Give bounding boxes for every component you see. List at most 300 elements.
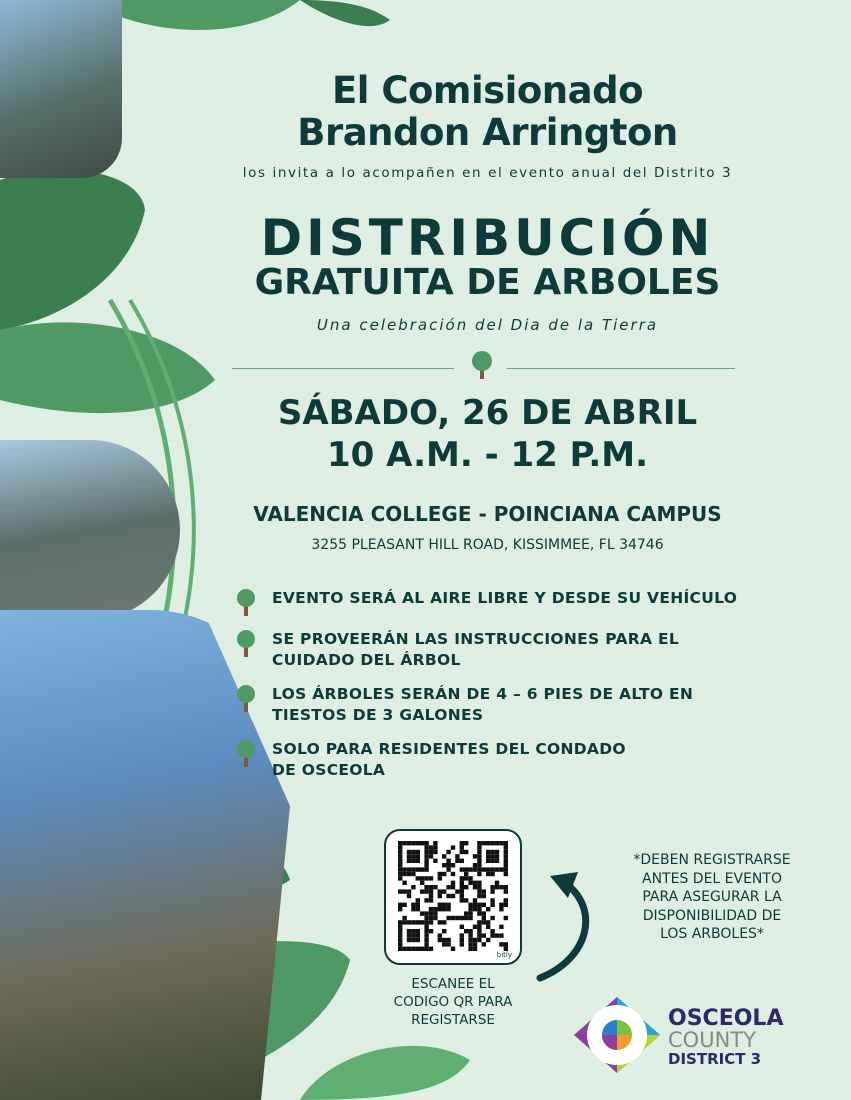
qr-module: [486, 841, 490, 845]
qr-module: [416, 920, 420, 924]
qr-module: [477, 929, 481, 933]
qr-module: [451, 947, 455, 951]
qr-module: [482, 920, 486, 924]
qr-module: [473, 907, 477, 911]
qr-module: [411, 938, 415, 942]
qr-module: [468, 933, 472, 937]
qr-module: [504, 885, 508, 889]
qr-module: [460, 885, 464, 889]
qr-module: [429, 916, 433, 920]
qr-module: [398, 929, 402, 933]
qr-module: [477, 885, 481, 889]
qr-module: [504, 898, 508, 902]
qr-module: [455, 889, 459, 893]
qr-module: [433, 845, 437, 849]
qr-module: [468, 947, 472, 951]
qr-module: [468, 881, 472, 885]
qr-module: [416, 929, 420, 933]
qr-module: [446, 916, 450, 920]
tree-icon: [232, 629, 260, 657]
qr-module: [438, 933, 442, 937]
qr-module: [499, 903, 503, 907]
qr-module: [477, 854, 481, 858]
qr-module: [398, 942, 402, 946]
tree-icon: [468, 350, 496, 380]
qr-module: [460, 881, 464, 885]
divider-right: [507, 368, 735, 369]
qr-module: [416, 947, 420, 951]
qr-module: [429, 929, 433, 933]
qr-module: [424, 845, 428, 849]
qr-module: [411, 841, 415, 845]
qr-module: [398, 920, 402, 924]
qr-module: [499, 925, 503, 929]
qr-module: [411, 907, 415, 911]
qr-module: [477, 894, 481, 898]
qr-module: [473, 925, 477, 929]
qr-module: [504, 903, 508, 907]
qr-module: [473, 898, 477, 902]
qr-module: [407, 867, 411, 871]
qr-module: [482, 841, 486, 845]
qr-module: [407, 933, 411, 937]
qr-module: [398, 947, 402, 951]
qr-module: [460, 889, 464, 893]
qr-module: [504, 845, 508, 849]
osceola-logo-text: OSCEOLA COUNTY DISTRICT 3: [668, 1006, 784, 1068]
qr-module: [416, 938, 420, 942]
qr-module: [451, 863, 455, 867]
osceola-logo-icon: [572, 995, 662, 1075]
qr-caption: ESCANEE EL CODIGO QR PARA REGISTARSE: [393, 976, 513, 1028]
qr-module: [402, 881, 406, 885]
qr-module: [429, 894, 433, 898]
qr-module: [460, 845, 464, 849]
qr-module: [438, 903, 442, 907]
divider-left: [232, 368, 454, 369]
qr-module: [411, 947, 415, 951]
qr-module: [451, 881, 455, 885]
qr-module: [455, 859, 459, 863]
qr-module: [420, 867, 424, 871]
qr-module: [499, 942, 503, 946]
qr-module: [499, 907, 503, 911]
qr-module: [495, 867, 499, 871]
qr-module: [438, 889, 442, 893]
qr-module: [429, 911, 433, 915]
qr-module: [464, 850, 468, 854]
qr-module: [433, 885, 437, 889]
qr-module: [473, 947, 477, 951]
qr-module: [468, 916, 472, 920]
qr-module: [420, 911, 424, 915]
qr-module: [398, 903, 402, 907]
invite-text: los invita a lo acompañen en el evento anual del Distrito 3: [242, 165, 733, 181]
qr-module: [486, 872, 490, 876]
qr-module: [455, 854, 459, 858]
qr-module: [490, 889, 494, 893]
qr-module: [468, 942, 472, 946]
qr-module: [477, 863, 481, 867]
qr-module: [504, 867, 508, 871]
qr-module: [429, 889, 433, 893]
qr-module: [398, 845, 402, 849]
qr-module: [486, 938, 490, 942]
event-title-line2: GRATUITA DE ARBOLES: [254, 262, 721, 303]
qr-module: [424, 947, 428, 951]
qr-module: [460, 942, 464, 946]
qr-module: [477, 859, 481, 863]
qr-module: [460, 841, 464, 845]
qr-module: [398, 850, 402, 854]
qr-module: [495, 885, 499, 889]
qr-module: [495, 881, 499, 885]
qr-module: [438, 876, 442, 880]
qr-module: [424, 938, 428, 942]
qr-module: [398, 872, 402, 876]
qr-module: [411, 867, 415, 871]
qr-module: [504, 916, 508, 920]
qr-module: [442, 907, 446, 911]
qr-module: [402, 872, 406, 876]
qr-module: [402, 947, 406, 951]
qr-module: [442, 872, 446, 876]
qr-module: [438, 872, 442, 876]
qr-module: [438, 938, 442, 942]
qr-module: [473, 867, 477, 871]
qr-module: [402, 920, 406, 924]
qr-module: [490, 841, 494, 845]
qr-module: [473, 942, 477, 946]
event-datetime: SÁBADO, 26 DE ABRIL 10 A.M. - 12 P.M.: [277, 393, 698, 475]
qr-module: [504, 942, 508, 946]
qr-module: [411, 920, 415, 924]
qr-module: [464, 867, 468, 871]
qr-module: [420, 876, 424, 880]
qr-module: [420, 920, 424, 924]
qr-module: [429, 845, 433, 849]
qr-module: [442, 942, 446, 946]
qr-module: [416, 867, 420, 871]
qr-module: [411, 850, 415, 854]
qr-module: [460, 867, 464, 871]
qr-module: [468, 929, 472, 933]
qr-module: [411, 933, 415, 937]
qr-module: [477, 938, 481, 942]
list-item: SE PROVEERÁN LAS INSTRUCCIONES PARA EL CUIDADO DEL ÁRBOL: [232, 629, 752, 671]
qr-module: [460, 894, 464, 898]
qr-module: [473, 854, 477, 858]
qr-module: [504, 850, 508, 854]
photo-commissioner-car: [0, 0, 122, 178]
qr-module: [451, 885, 455, 889]
qr-module: [416, 907, 420, 911]
qr-module: [420, 881, 424, 885]
qr-module: [482, 933, 486, 937]
qr-module: [468, 903, 472, 907]
qr-module: [424, 885, 428, 889]
qr-module: [429, 850, 433, 854]
qr-module: [504, 872, 508, 876]
qr-module: [398, 854, 402, 858]
qr-module: [477, 867, 481, 871]
qr-module: [398, 907, 402, 911]
qr-module: [398, 859, 402, 863]
qr-module: [416, 850, 420, 854]
qr-module: [429, 947, 433, 951]
qr-module: [429, 898, 433, 902]
qr-module: [490, 916, 494, 920]
qr-module: [464, 898, 468, 902]
qr-module: [490, 854, 494, 858]
qr-module: [486, 907, 490, 911]
qr-module: [486, 920, 490, 924]
qr-module: [451, 872, 455, 876]
qr-module: [482, 942, 486, 946]
qr-module: [424, 925, 428, 929]
qr-module: [424, 942, 428, 946]
qr-module: [446, 867, 450, 871]
qr-module: [407, 947, 411, 951]
qr-module: [490, 929, 494, 933]
qr-module: [446, 894, 450, 898]
qr-module: [477, 881, 481, 885]
qr-module: [446, 850, 450, 854]
qr-module: [473, 863, 477, 867]
qr-module: [473, 881, 477, 885]
qr-module: [416, 854, 420, 858]
qr-module: [442, 920, 446, 924]
qr-module: [402, 889, 406, 893]
tree-icon: [232, 588, 260, 616]
qr-module: [398, 938, 402, 942]
qr-module: [460, 898, 464, 902]
qr-module: [477, 933, 481, 937]
event-address: 3255 PLEASANT HILL ROAD, KISSIMMEE, FL 34746: [311, 537, 664, 553]
qr-module: [495, 859, 499, 863]
registration-note: *DEBEN REGISTRARSE ANTES DEL EVENTO PARA ASEGURAR LA DISPONIBILIDAD DE LOS ARBOLES*: [633, 852, 791, 942]
qr-module: [460, 850, 464, 854]
qr-module: [464, 872, 468, 876]
qr-module: [411, 903, 415, 907]
qr-module: [442, 854, 446, 858]
qr-module: [407, 929, 411, 933]
qr-module: [504, 841, 508, 845]
info-list: [232, 588, 752, 794]
qr-module: [499, 885, 503, 889]
qr-module: [429, 885, 433, 889]
qr-module: [477, 907, 481, 911]
qr-pattern[interactable]: [386, 831, 520, 963]
qr-module: [407, 841, 411, 845]
qr-module: [407, 859, 411, 863]
qr-module: [482, 894, 486, 898]
qr-module: [464, 885, 468, 889]
qr-module: [477, 920, 481, 924]
qr-module: [486, 854, 490, 858]
qr-module: [416, 933, 420, 937]
qr-module: [442, 903, 446, 907]
qr-module: [407, 938, 411, 942]
event-subtitle: Una celebración del Dia de la Tierra: [316, 316, 659, 334]
qr-module: [468, 867, 472, 871]
qr-module: [460, 925, 464, 929]
qr-module: [495, 933, 499, 937]
qr-code[interactable]: [384, 829, 522, 965]
qr-module: [446, 938, 450, 942]
tree-icon: [232, 684, 260, 712]
qr-module: [402, 867, 406, 871]
qr-module: [429, 907, 433, 911]
qr-module: [416, 859, 420, 863]
qr-module: [446, 859, 450, 863]
qr-module: [495, 850, 499, 854]
qr-module: [486, 925, 490, 929]
qr-module: [504, 859, 508, 863]
qr-brand: bitly: [496, 951, 512, 959]
qr-module: [482, 867, 486, 871]
qr-module: [451, 845, 455, 849]
list-item: SOLO PARA RESIDENTES DEL CONDADO DE OSCEOLA: [232, 739, 752, 781]
list-item: LOS ÁRBOLES SERÁN DE 4 – 6 PIES DE ALTO EN TIESTOS DE 3 GALONES: [232, 684, 752, 726]
qr-module: [499, 933, 503, 937]
qr-module: [411, 885, 415, 889]
qr-module: [424, 929, 428, 933]
qr-module: [407, 854, 411, 858]
qr-module: [460, 933, 464, 937]
qr-module: [402, 903, 406, 907]
event-title-line1: DISTRIBUCIÓN: [260, 209, 715, 267]
qr-module: [482, 903, 486, 907]
qr-module: [468, 876, 472, 880]
qr-module: [468, 911, 472, 915]
qr-module: [424, 933, 428, 937]
qr-module: [460, 859, 464, 863]
qr-module: [446, 863, 450, 867]
qr-module: [473, 903, 477, 907]
qr-module: [460, 916, 464, 920]
qr-module: [477, 911, 481, 915]
qr-module: [442, 938, 446, 942]
qr-module: [482, 916, 486, 920]
qr-module: [477, 925, 481, 929]
qr-module: [424, 898, 428, 902]
qr-module: [429, 876, 433, 880]
qr-module: [473, 885, 477, 889]
qr-module: [407, 920, 411, 924]
qr-module: [424, 841, 428, 845]
qr-module: [398, 925, 402, 929]
qr-module: [495, 841, 499, 845]
qr-module: [499, 867, 503, 871]
qr-module: [407, 872, 411, 876]
qr-module: [490, 850, 494, 854]
qr-module: [460, 876, 464, 880]
qr-module: [438, 894, 442, 898]
qr-module: [407, 850, 411, 854]
qr-module: [433, 911, 437, 915]
qr-module: [420, 947, 424, 951]
qr-module: [438, 920, 442, 924]
qr-module: [460, 938, 464, 942]
qr-module: [464, 916, 468, 920]
qr-module: [464, 841, 468, 845]
qr-module: [424, 889, 428, 893]
qr-module: [398, 867, 402, 871]
qr-module: [455, 916, 459, 920]
qr-module: [490, 903, 494, 907]
qr-module: [468, 938, 472, 942]
arrow-icon: [530, 868, 600, 988]
qr-module: [433, 907, 437, 911]
qr-module: [490, 872, 494, 876]
qr-module: [411, 872, 415, 876]
qr-module: [486, 850, 490, 854]
qr-module: [407, 889, 411, 893]
qr-module: [433, 916, 437, 920]
qr-module: [477, 903, 481, 907]
qr-module: [442, 863, 446, 867]
qr-module: [429, 854, 433, 858]
qr-module: [438, 907, 442, 911]
qr-module: [442, 889, 446, 893]
qr-module: [398, 933, 402, 937]
qr-module: [433, 859, 437, 863]
qr-module: [482, 889, 486, 893]
qr-module: [424, 916, 428, 920]
qr-module: [446, 942, 450, 946]
qr-module: [504, 863, 508, 867]
qr-module: [451, 894, 455, 898]
qr-module: [398, 841, 402, 845]
commissioner-title: El Comisionado Brandon Arrington: [297, 69, 678, 154]
qr-module: [486, 867, 490, 871]
qr-module: [398, 863, 402, 867]
photo-volunteer-tree: [0, 440, 180, 620]
qr-module: [424, 863, 428, 867]
qr-module: [464, 911, 468, 915]
qr-module: [424, 854, 428, 858]
qr-module: [482, 911, 486, 915]
qr-module: [464, 929, 468, 933]
qr-module: [451, 916, 455, 920]
qr-module: [477, 845, 481, 849]
qr-module: [424, 920, 428, 924]
qr-module: [424, 867, 428, 871]
qr-module: [402, 841, 406, 845]
qr-module: [490, 885, 494, 889]
qr-module: [433, 841, 437, 845]
qr-module: [442, 929, 446, 933]
qr-module: [424, 876, 428, 880]
qr-module: [504, 889, 508, 893]
qr-module: [499, 841, 503, 845]
qr-module: [429, 920, 433, 924]
qr-module: [402, 916, 406, 920]
qr-module: [490, 898, 494, 902]
qr-module: [477, 841, 481, 845]
qr-module: [446, 885, 450, 889]
qr-module: [411, 929, 415, 933]
qr-module: [473, 938, 477, 942]
qr-module: [490, 867, 494, 871]
tree-icon: [232, 739, 260, 767]
qr-module: [424, 859, 428, 863]
qr-module: [490, 859, 494, 863]
qr-module: [446, 903, 450, 907]
qr-module: [477, 889, 481, 893]
qr-module: [446, 907, 450, 911]
